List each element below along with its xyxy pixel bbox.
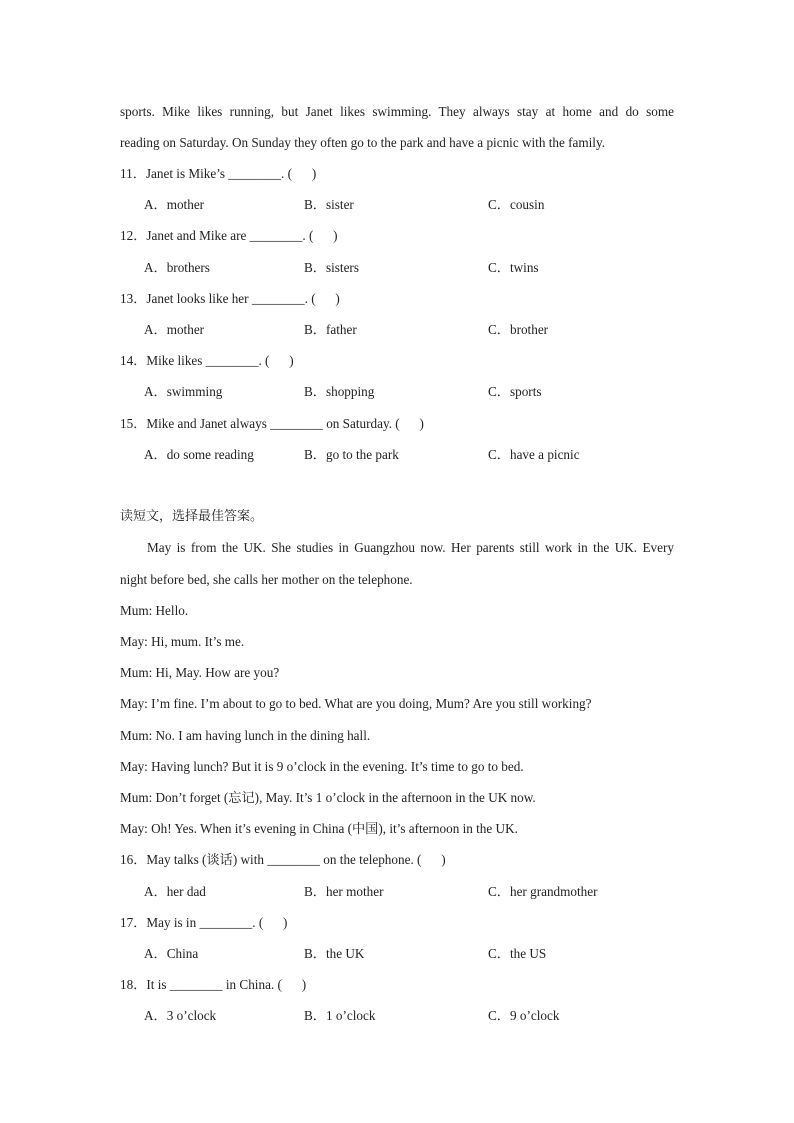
question-18-option-c: C．9 o’clock: [488, 1008, 560, 1023]
question-17-stem: 17．May is in ________. ( ): [120, 915, 288, 930]
question-13-option-c: C．brother: [488, 322, 549, 337]
passage1-line1: sports. Mike likes running, but Janet likes swimming. They always stay at home and do some: [120, 104, 674, 119]
question-16-option-b: B．her mother: [304, 884, 384, 899]
question-12-option-c: C．twins: [488, 260, 539, 275]
passage1-line2: reading on Saturday. On Sunday they often go to the park and have a picnic with the family.: [120, 135, 605, 150]
question-16-option-a: A．her dad: [144, 884, 206, 899]
question-11-option-c: C．cousin: [488, 197, 545, 212]
question-14-option-b: B．shopping: [304, 384, 375, 399]
question-17-option-a: A．China: [144, 946, 199, 961]
question-14-option-c: C．sports: [488, 384, 542, 399]
dialogue-line: May: Oh! Yes. When it’s evening in China (中国), it’s afternoon in the UK.: [120, 821, 518, 836]
section2-intro-line1: May is from the UK. She studies in Guangzhou now. Her parents still work in the UK. Every: [147, 540, 674, 555]
question-14-option-a: A．swimming: [144, 384, 223, 399]
question-13-stem: 13．Janet looks like her ________. ( ): [120, 291, 340, 306]
question-14-stem: 14．Mike likes ________. ( ): [120, 353, 294, 368]
question-17-option-b: B．the UK: [304, 946, 365, 961]
question-12-stem: 12．Janet and Mike are ________. ( ): [120, 228, 338, 243]
question-17-option-c: C．the US: [488, 946, 547, 961]
question-12-option-a: A．brothers: [144, 260, 210, 275]
dialogue-line: Mum: No. I am having lunch in the dining hall.: [120, 728, 371, 743]
question-18-option-a: A．3 o’clock: [144, 1008, 217, 1023]
question-11-option-a: A．mother: [144, 197, 205, 212]
question-12-option-b: B．sisters: [304, 260, 359, 275]
question-18-option-b: B．1 o’clock: [304, 1008, 376, 1023]
section2-intro-line2: night before bed, she calls her mother on the telephone.: [120, 572, 413, 587]
question-18-stem: 18．It is ________ in China. ( ): [120, 977, 307, 992]
question-11-stem: 11．Janet is Mike’s ________. ( ): [120, 166, 317, 181]
dialogue-line: Mum: Don’t forget (忘记), May. It’s 1 o’clock in the afternoon in the UK now.: [120, 790, 536, 805]
question-15-option-c: C．have a picnic: [488, 447, 580, 462]
dialogue-line: Mum: Hello.: [120, 603, 189, 618]
question-16-stem: 16．May talks (谈话) with ________ on the telephone. ( ): [120, 852, 446, 867]
dialogue-line: May: I’m fine. I’m about to go to bed. What are you doing, Mum? Are you still working?: [120, 696, 592, 711]
question-11-option-b: B．sister: [304, 197, 354, 212]
question-15-option-b: B．go to the park: [304, 447, 399, 462]
question-16-option-c: C．her grandmother: [488, 884, 598, 899]
dialogue-line: May: Hi, mum. It’s me.: [120, 634, 245, 649]
question-15-stem: 15．Mike and Janet always ________ on Saturday. ( ): [120, 416, 424, 431]
question-15-option-a: A．do some reading: [144, 447, 254, 462]
dialogue-line: May: Having lunch? But it is 9 o’clock in the evening. It’s time to go to bed.: [120, 759, 524, 774]
dialogue-line: Mum: Hi, May. How are you?: [120, 665, 280, 680]
question-13-option-a: A．mother: [144, 322, 205, 337]
section2-instruction: 读短文，选择最佳答案。: [120, 509, 264, 524]
question-13-option-b: B．father: [304, 322, 357, 337]
